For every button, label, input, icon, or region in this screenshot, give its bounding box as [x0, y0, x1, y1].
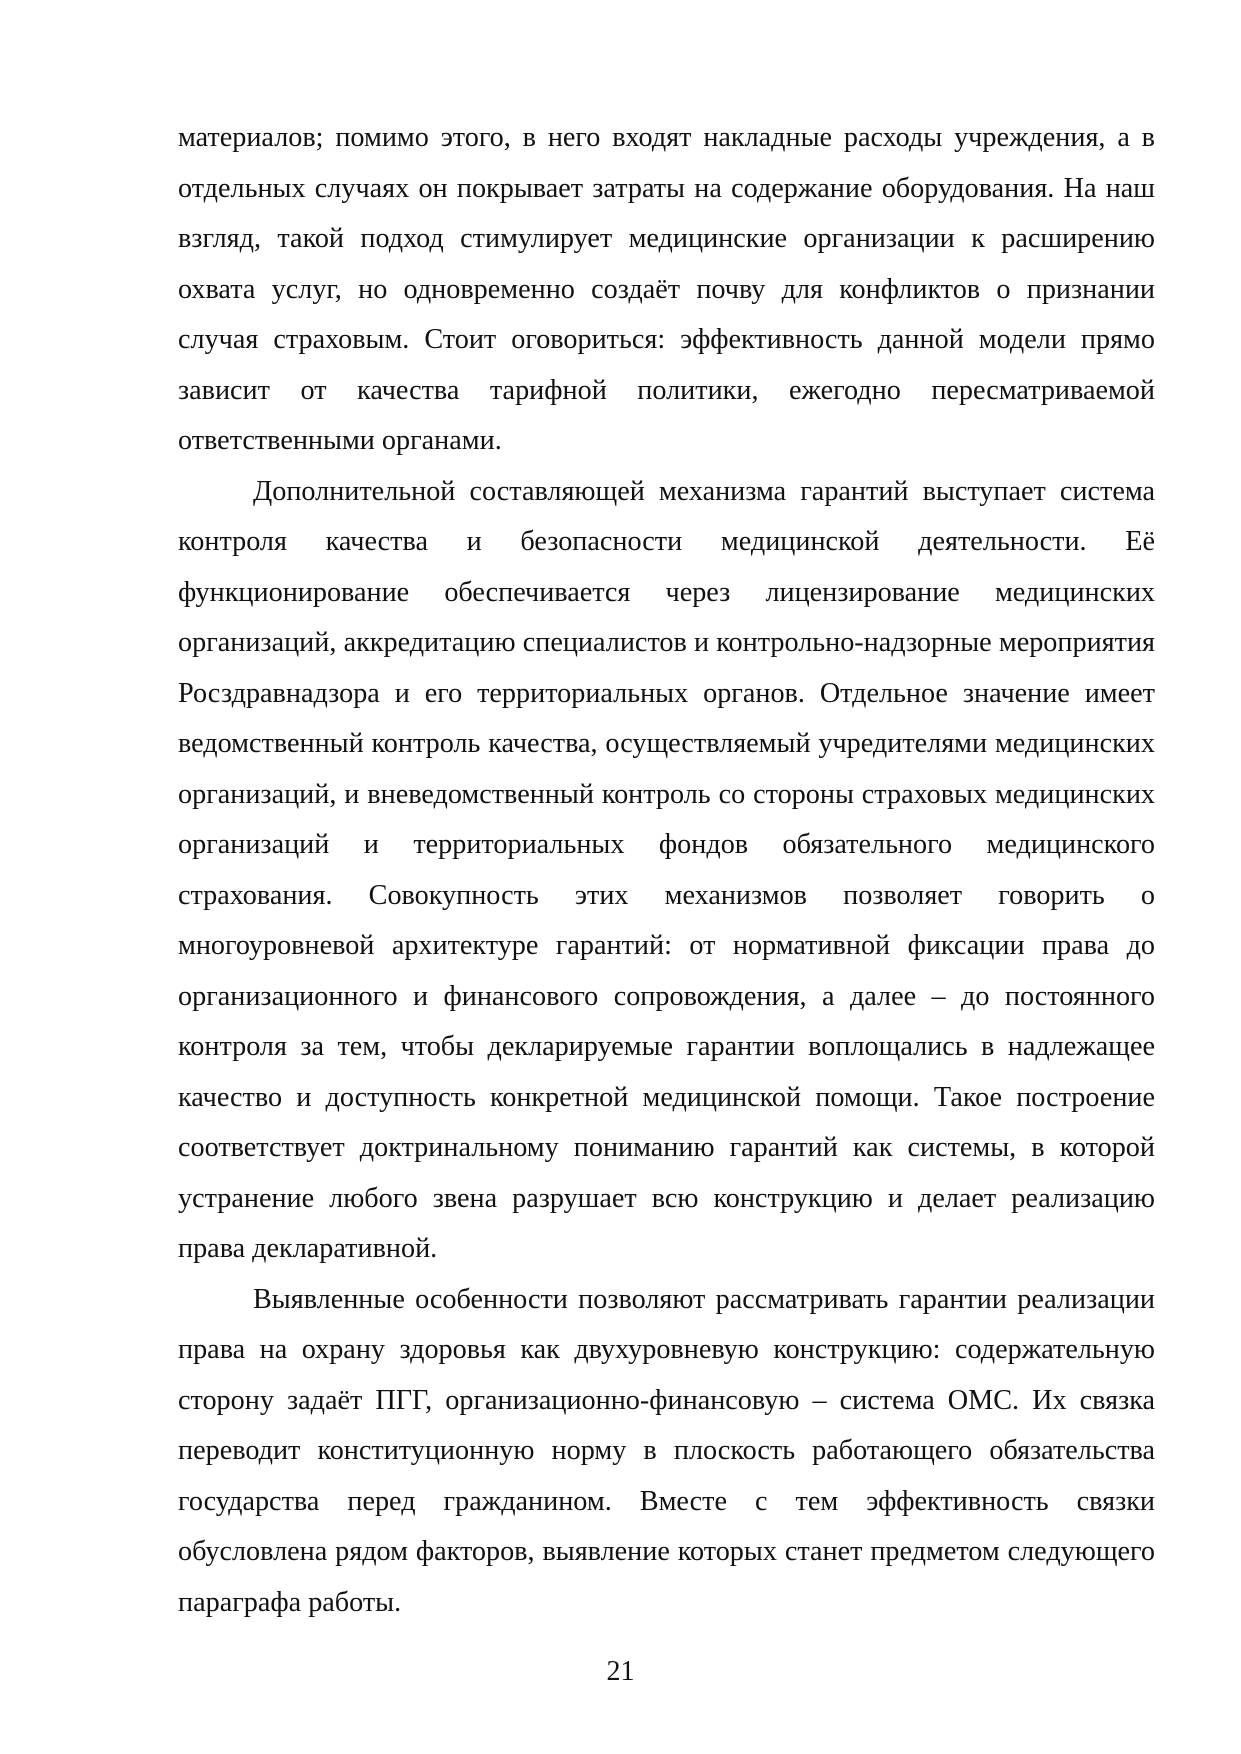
paragraph-1: материалов; помимо этого, в него входят накладные расходы учреждения, а в отдельных случаях он покрывает затраты на содержание оборудования. На наш взгляд, такой подход стимулирует медицинские организации к расширению охвата услуг, но одновременно создаёт почву для конфликтов о признании случая страховым. Стоит оговориться: эффективность данной модели прямо зависит от качества тарифной политики, ежегодно пересматриваемой ответственными органами. [178, 122, 1155, 456]
page-number: 21 [606, 1656, 635, 1687]
paragraph-3: Выявленные особенности позволяют рассматривать гарантии реализации права на охрану здоровья как двухуровневую конструкцию: содержательную сторону задаёт ПГГ, организационно-финансовую – система ОМС. Их связка переводит конституционную норму в плоскость работающего обязательства государства перед гражданином. Вместе с тем эффективность связки обусловлена рядом факторов, выявление которых станет предметом следующего параграфа работы. [178, 1283, 1155, 1618]
document-body [178, 113, 1155, 1628]
paragraph-2: Дополнительной составляющей механизма гарантий выступает система контроля качества и безопасности медицинской деятельности. Её функционирование обеспечивается через лицензирование медицинских организаций, аккредитацию специалистов и контрольно-надзорные мероприятия Росздравнадзора и его территориальных органов. Отдельное значение имеет ведомственный контроль качества, осуществляемый учредителями медицинских организаций, и вневедомственный контроль со стороны страховых медицинских организаций и территориальных фондов обязательного медицинского страхования. Совокупность этих механизмов позволяет говорить о многоуровневой архитектуре гарантий: от нормативной фиксации права до организационного и финансового сопровождения, а далее – до постоянного контроля за тем, чтобы декларируемые гарантии воплощались в надлежащее качество и доступность конкретной медицинской помощи. Такое построение соответствует доктринальному пониманию гарантий как системы, в которой устранение любого звена разрушает всю конструкцию и делает реализацию права декларативной. [178, 475, 1155, 1264]
